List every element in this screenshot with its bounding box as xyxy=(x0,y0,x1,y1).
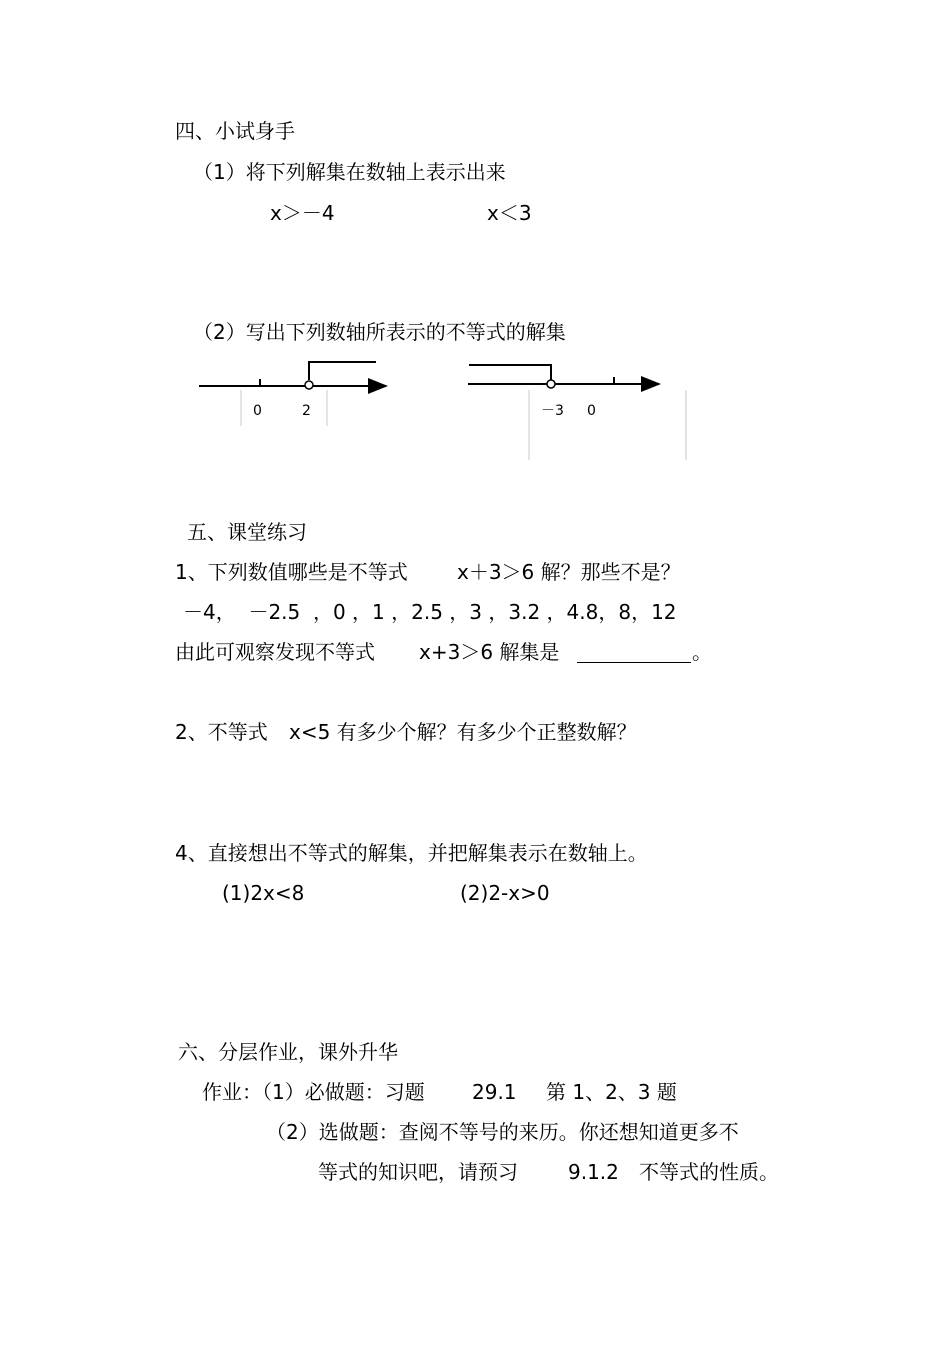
question-1: （1）将下列解集在数轴上表示出来 xyxy=(193,160,506,184)
homework-2-topic: 不等式的性质。 xyxy=(639,1160,779,1184)
practice-4-question: 4、直接想出不等式的解集，并把解集表示在数轴上。 xyxy=(175,841,648,865)
homework-1-exercise: 29.1 xyxy=(472,1080,517,1104)
open-circle xyxy=(305,381,313,389)
inequality-a: x＞－4 xyxy=(270,201,335,225)
section-6-title: 六、分层作业，课外升华 xyxy=(178,1040,398,1064)
inequality-b: x＜3 xyxy=(487,201,532,225)
number-line-2 xyxy=(468,365,686,460)
axis2-label-neg3: －3 xyxy=(541,403,564,419)
solution-bracket xyxy=(469,365,551,380)
section-4-title: 四、小试身手 xyxy=(175,119,295,143)
homework-2-section: 9.1.2 xyxy=(568,1160,619,1184)
answer-blank[interactable] xyxy=(577,662,691,663)
practice-1-question: 1、下列数值哪些是不等式 xyxy=(175,560,408,584)
homework-2-label: （2）选做题：查阅不等号的来历。你还想知道更多不 xyxy=(266,1120,739,1144)
practice-2-question: x<5 有多少个解？有多少个正整数解？ xyxy=(289,720,637,744)
practice-1-values: －4， －2.5 ，0 ，1 ，2.5 ，3 ，3.2 ，4.8，8，12 xyxy=(183,600,677,624)
homework-1-label: 作业：（1）必做题：习题 xyxy=(202,1080,425,1104)
practice-4-part-a: (1)2x<8 xyxy=(222,881,305,905)
axis1-label-0: 0 xyxy=(253,403,262,419)
homework-2-continued: 等式的知识吧，请预习 xyxy=(318,1160,518,1184)
practice-2-label: 2、不等式 xyxy=(175,720,268,744)
homework-1-items: 第 1、2、3 题 xyxy=(546,1080,677,1104)
section-5-title: 五、课堂练习 xyxy=(187,520,307,544)
question-2: （2）写出下列数轴所表示的不等式的解集 xyxy=(193,320,566,344)
practice-1-observation-expr: x+3＞6 解集是 xyxy=(419,640,560,664)
open-circle xyxy=(547,380,555,388)
axis1-label-2: 2 xyxy=(302,403,311,419)
practice-1-expression: x＋3＞6 解？那些不是？ xyxy=(457,560,681,584)
number-line-1 xyxy=(199,362,386,426)
practice-1-observation: 由此可观察发现不等式 xyxy=(175,640,375,664)
practice-4-part-b: (2)2-x>0 xyxy=(460,881,550,905)
axis2-label-0: 0 xyxy=(587,403,596,419)
solution-bracket xyxy=(309,362,376,380)
practice-1-observation-end: 。 xyxy=(692,640,712,664)
